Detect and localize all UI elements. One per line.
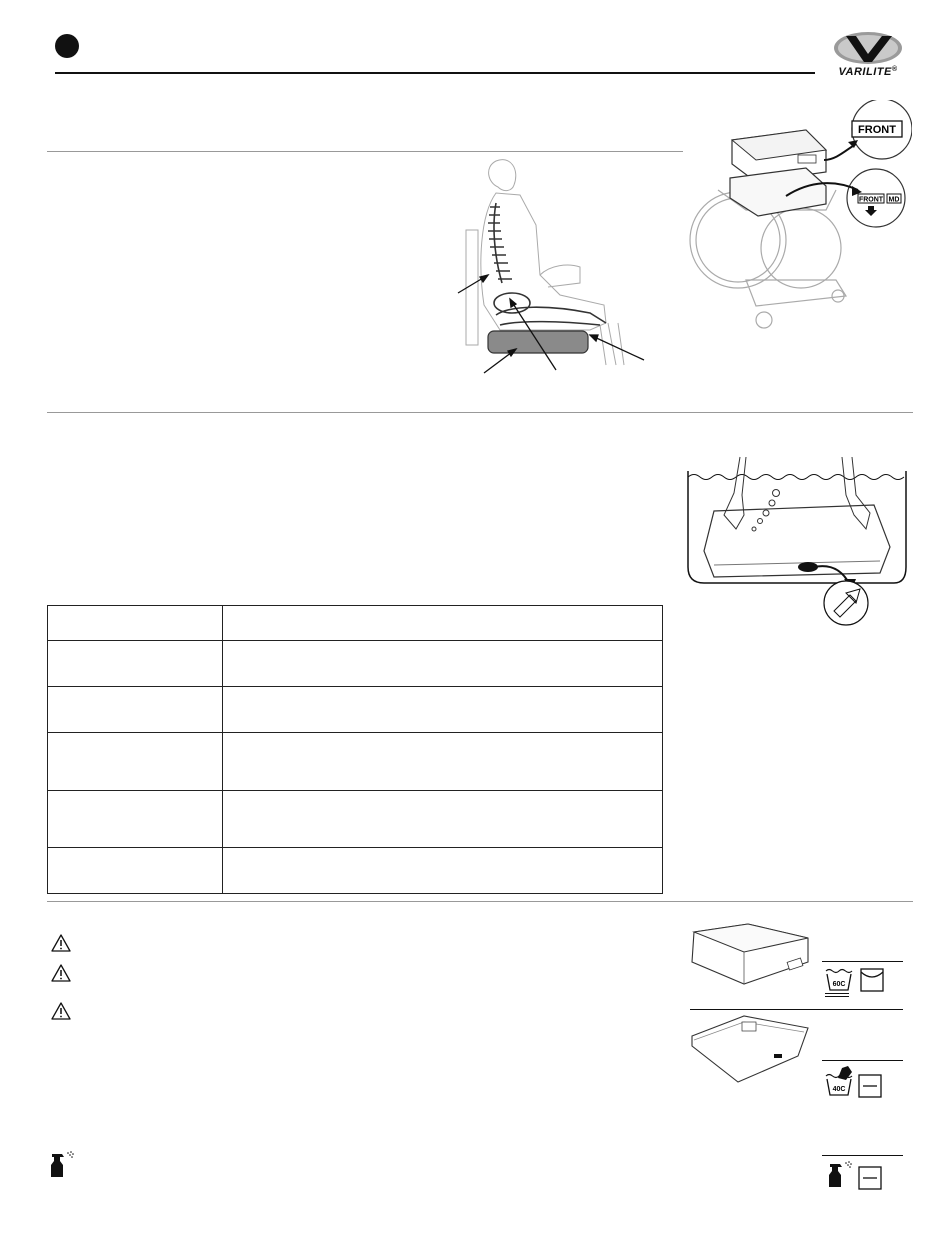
svg-text:40C: 40C xyxy=(832,1086,846,1093)
table-row xyxy=(48,687,663,733)
care-rule xyxy=(822,1060,903,1061)
care-rule xyxy=(822,961,903,962)
wash-60c-icon xyxy=(824,967,854,993)
tumble-dry-line-icon xyxy=(860,968,884,992)
header-rule xyxy=(55,72,815,74)
hand-wash-40c-icon xyxy=(824,1064,854,1098)
section-rule-1 xyxy=(47,151,683,152)
cushion-cover-illustration xyxy=(688,918,812,990)
warning-triangle-icon xyxy=(50,1001,72,1021)
spray-bottle-icon xyxy=(826,1160,852,1190)
care-rule xyxy=(822,1155,903,1156)
care-separator xyxy=(690,1009,903,1010)
section-bullet xyxy=(55,34,79,58)
inner-cushion-illustration xyxy=(688,1012,812,1086)
wheelchair-cushion-illustration xyxy=(686,100,912,332)
water-immersion-illustration xyxy=(684,455,914,651)
seated-posture-illustration xyxy=(440,155,655,380)
table-row xyxy=(48,641,663,687)
table-row xyxy=(48,606,663,641)
front-label-large: FRONT xyxy=(858,124,896,136)
table-row xyxy=(48,791,663,848)
section-rule-3 xyxy=(47,901,913,902)
specification-table xyxy=(47,605,663,894)
md-label: MD xyxy=(888,196,900,204)
gentle-cycle-icon xyxy=(822,992,852,998)
table-row xyxy=(48,733,663,791)
front-label-small: FRONT xyxy=(858,196,884,204)
table-row xyxy=(48,848,663,894)
dry-flat-icon xyxy=(858,1074,882,1098)
spray-bottle-icon xyxy=(48,1150,74,1180)
dry-flat-icon xyxy=(858,1166,882,1190)
section-rule-2 xyxy=(47,412,913,413)
svg-text:60C: 60C xyxy=(832,981,846,988)
warning-triangle-icon xyxy=(50,933,72,953)
warning-triangle-icon xyxy=(50,963,72,983)
brand-wordmark: VARILITE® xyxy=(838,66,898,78)
